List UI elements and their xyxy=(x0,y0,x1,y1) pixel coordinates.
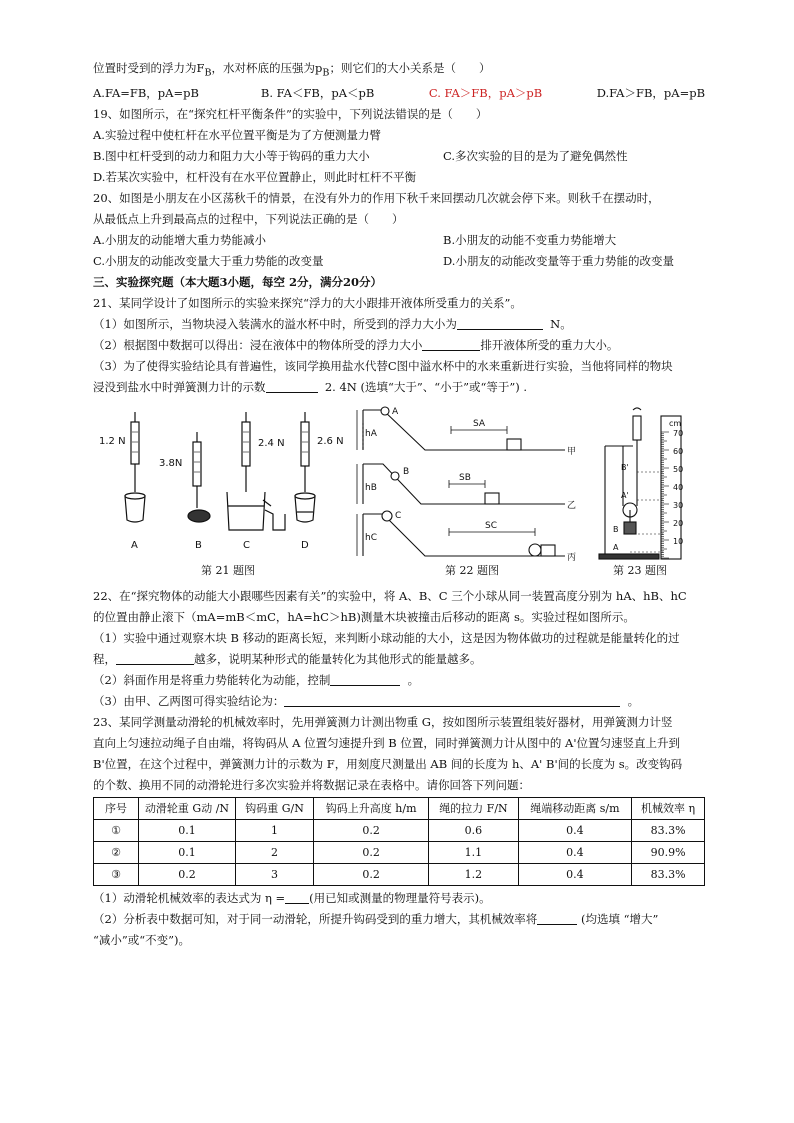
q19-options-bc xyxy=(93,146,705,167)
fig23-tick-50: 50 xyxy=(673,465,684,475)
q20-option-c: C.小朋友的动能改变量大于重力势能的改变量 xyxy=(93,254,324,269)
table-header: 绳端移动距离 s/m xyxy=(518,798,631,820)
q23-answer-blank-2[interactable] xyxy=(537,911,577,925)
table-header: 序号 xyxy=(94,798,139,820)
fig23-tick-70: 70 xyxy=(673,429,684,439)
fig23-tick-30: 30 xyxy=(673,501,684,511)
fig21-reading-a: 1.2 N xyxy=(99,436,126,448)
table-header: 钩码重 G/N xyxy=(236,798,314,820)
q20-stem-1: 20、如图是小朋友在小区荡秋千的情景，在没有外力的作用下秋千来回摆动几次就会停下来。则秋千在摆动时， xyxy=(93,191,660,206)
q21-answer-blank-3[interactable] xyxy=(266,379,318,393)
q23-stem-4: 的个数、换用不同的动滑轮进行多次实验并将数据记录在表格中。请你回答下列问题： xyxy=(93,778,530,793)
fig21-reading-c: 2.4 N xyxy=(258,438,285,450)
q21-part-2: （2）根据图中数据可以得出：浸在液体中的物体所受的浮力大小 排开液体所受的重力大小。 xyxy=(93,338,619,353)
q22-part-2: （2）斜面作用是将重力势能转化为动能，控制 。 xyxy=(93,673,420,688)
caption-fig23: 第 23 题图 xyxy=(613,564,667,578)
q22-answer-blank-3[interactable] xyxy=(284,693,620,707)
figure-23 xyxy=(593,406,703,566)
fig23-tick-60: 60 xyxy=(673,447,684,457)
fig22-row-2: 乙 xyxy=(567,501,577,512)
q23-part-2: （2）分析表中数据可知，对于同一动滑轮，所提升钩码受到的重力增大，其机械效率将 (均选填 “增大” xyxy=(93,912,659,927)
fig22-row-3: 丙 xyxy=(567,553,577,564)
q19-stem: 19、如图所示，在“探究杠杆平衡条件”的实验中，下列说法错误的是（ ） xyxy=(93,107,488,122)
table-row: ① 0.1 1 0.2 0.6 0.4 83.3% xyxy=(94,820,705,842)
q19-option-b: B.图中杠杆受到的动力和阻力大小等于钩码的重力大小 xyxy=(93,149,370,164)
q20-options-ab xyxy=(93,230,705,251)
q23-stem-3: B'位置，在这个过程中，弹簧测力计的示数为 F，用刻度尺测量出 AB 间的长度为 h、A' B'间的长度为 s。改变钩码 xyxy=(93,757,683,772)
fig22-height-a: hA xyxy=(365,429,377,440)
fig21-label-c: C xyxy=(243,540,250,552)
fig23-tick-10: 10 xyxy=(673,537,684,547)
fig22-distance-c: SC xyxy=(485,521,497,532)
q22-part-1a: （1）实验中通过观察木块 B 移动的距离长短，来判断小球动能的大小，这是因为物体做功的过程就是能量转化的过 xyxy=(93,631,680,646)
q20-option-a: A.小朋友的动能增大重力势能减小 xyxy=(93,233,266,248)
q18-option-b: B. FA＜FB，pA＜pB xyxy=(260,86,375,101)
q23-part-1: （1）动滑轮机械效率的表达式为 η = (用已知或测量的物理量符号表示)。 xyxy=(93,891,491,906)
fig22-height-b: hB xyxy=(365,483,377,494)
fig23-point-a: A xyxy=(613,543,619,553)
q21-answer-blank-2[interactable] xyxy=(422,337,480,351)
table-header-row xyxy=(94,798,705,820)
figures-row xyxy=(93,402,705,582)
fig23-unit: cm xyxy=(669,419,682,429)
fig23-tick-20: 20 xyxy=(673,519,684,529)
exam-page xyxy=(93,58,705,951)
q21-answer-blank-1[interactable] xyxy=(457,316,543,330)
q21-part-3b: 浸没到盐水中时弹簧测力计的示数 2. 4N (选填“大于”、“小于”或“等于”) . xyxy=(93,380,528,395)
figure-22 xyxy=(355,406,585,566)
fig21-label-a: A xyxy=(131,540,138,552)
q20-options-cd xyxy=(93,251,705,272)
fig21-label-b: B xyxy=(195,540,202,552)
q22-answer-blank-1[interactable] xyxy=(116,651,194,665)
q18-option-a: A.FA=FB，pA=pB xyxy=(93,86,199,101)
fig22-ball-b: B xyxy=(403,467,410,478)
q20-option-d: D.小朋友的动能改变量等于重力势能的改变量 xyxy=(443,254,674,269)
q21-part-3a: （3）为了使得实验结论具有普遍性，该同学换用盐水代替C图中溢水杯中的水来重新进行实验，当他将同样的物块 xyxy=(93,359,673,374)
table-header: 钩码上升高度 h/m xyxy=(314,798,429,820)
fig22-ball-c: C xyxy=(395,511,402,522)
q21-stem: 21、某同学设计了如图所示的实验来探究“浮力的大小跟排开液体所受重力的关系”。 xyxy=(93,296,522,311)
fig23-point-b: B xyxy=(613,525,619,535)
q22-part-1b: 程， 越多，说明某种形式的能量转化为其他形式的能量越多。 xyxy=(93,652,482,667)
q19-option-c: C.多次实验的目的是为了避免偶然性 xyxy=(443,149,628,164)
table-row: ② 0.1 2 0.2 1.1 0.4 90.9% xyxy=(94,842,705,864)
q19-option-a: A.实验过程中使杠杆在水平位置平衡是为了方便测量力臂 xyxy=(93,128,381,143)
q18-stem: 位置时受到的浮力为$F_B$，水对杯底的压强为$p_B$；则它们的大小关系是（ ） xyxy=(93,61,491,79)
fig22-ball-a: A xyxy=(392,407,399,418)
caption-fig22: 第 22 题图 xyxy=(445,564,499,578)
q22-part-3: （3）由甲、乙两图可得实验结论为： 。 xyxy=(93,694,640,709)
fig22-distance-a: SA xyxy=(473,419,486,430)
fig23-tick-40: 40 xyxy=(673,483,684,493)
q20-stem-2: 从最低点上升到最高点的过程中，下列说法正确的是（ ） xyxy=(93,212,404,227)
fig23-point-a-prime: A' xyxy=(621,491,629,501)
caption-fig21: 第 21 题图 xyxy=(201,564,255,578)
q19-option-d: D.若某次实验中，杠杆没有在水平位置静止，则此时杠杆不平衡 xyxy=(93,170,416,185)
q23-data-table xyxy=(93,797,705,886)
q20-option-b: B.小朋友的动能不变重力势能增大 xyxy=(443,233,617,248)
q23-stem-1: 23、某同学测量动滑轮的机械效率时，先用弹簧测力计测出物重 G，按如图所示装置组装好器材，用弹簧测力计竖 xyxy=(93,715,673,730)
q21-part-1: （1）如图所示，当物块浸入装满水的溢水杯中时，所受到的浮力大小为 N。 xyxy=(93,317,572,332)
table-row: ③ 0.2 3 0.2 1.2 0.4 83.3% xyxy=(94,864,705,886)
q18-options xyxy=(93,83,705,104)
section-title: 三、实验探究题（本大题3小题，每空 2分，满分20分） xyxy=(93,275,383,290)
table-header: 动滑轮重 G动 /N xyxy=(139,798,236,820)
q22-stem-2: 的位置由静止滚下（mA=mB＜mC，hA=hC＞hB)测量木块被撞击后移动的距离 s。实验过程如图所示。 xyxy=(93,610,635,625)
fig22-height-c: hC xyxy=(365,533,377,544)
q23-answer-blank-1[interactable] xyxy=(285,890,309,904)
table-header: 机械效率 η xyxy=(632,798,705,820)
figure-21 xyxy=(87,410,344,575)
fig22-row-1: 甲 xyxy=(567,447,577,458)
fig21-reading-d: 2.6 N xyxy=(317,436,344,448)
table-header: 绳的拉力 F/N xyxy=(429,798,518,820)
q18-option-c: C. FA＞FB，pA＞pB xyxy=(428,86,543,101)
fig23-point-b-prime: B' xyxy=(621,463,629,473)
fig21-label-d: D xyxy=(301,540,309,552)
q22-answer-blank-2[interactable] xyxy=(330,672,400,686)
fig21-reading-b: 3.8N xyxy=(159,458,183,470)
q18-option-d: D.FA＞FB，pA=pB xyxy=(596,86,706,101)
q22-stem-1: 22、在“探究物体的动能大小跟哪些因素有关”的实验中，将 A、B、C 三个小球从同一装置高度分别为 hA、hB、hC xyxy=(93,589,687,604)
fig22-distance-b: SB xyxy=(459,473,471,484)
q23-stem-2: 直向上匀速拉动绳子自由端，将钩码从 A 位置匀速提升到 B 位置，同时弹簧测力计从图中的 A'位置匀速竖直上升到 xyxy=(93,736,680,751)
q23-part-2-cont: “减小”或“不变”)。 xyxy=(93,933,191,948)
